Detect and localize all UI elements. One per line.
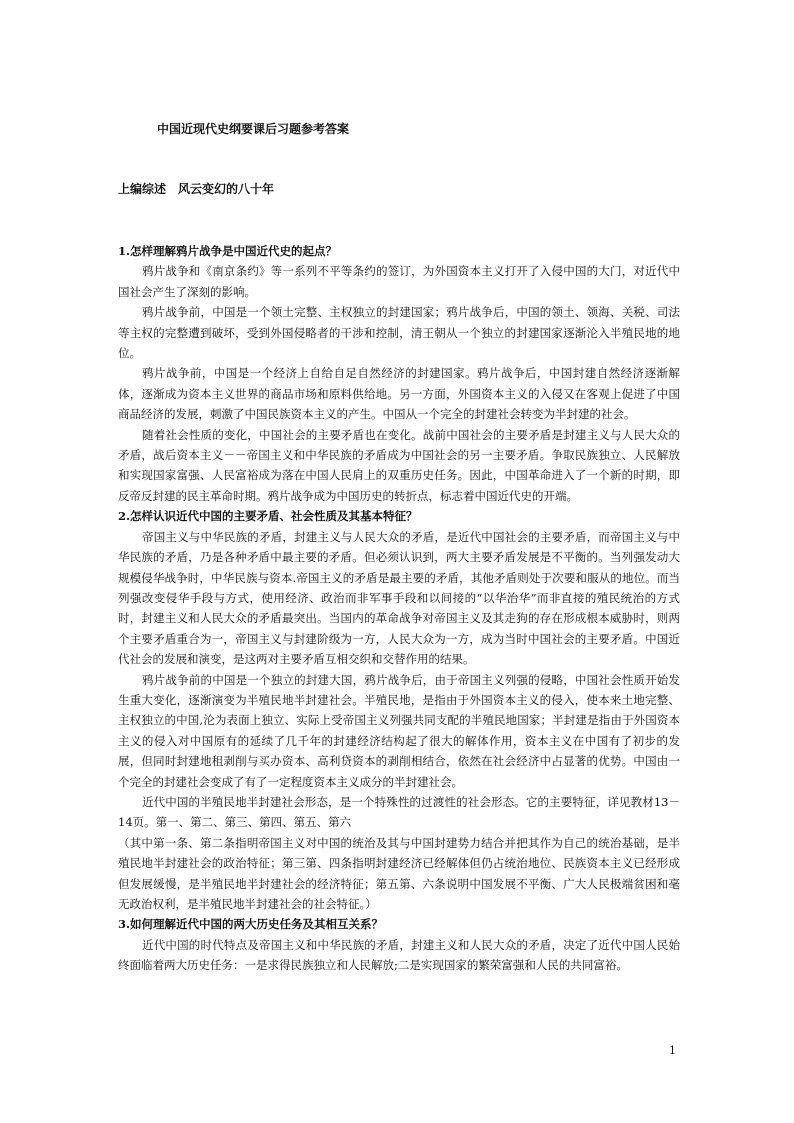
paragraph: 近代中国的半殖民地半封建社会形态，是一个特殊性的过渡性的社会形态。它的主要特征，详见教材13－14页。第一、第二、第三、第四、第五、第六 — [118, 794, 680, 830]
paragraph: 鸦片战争和《南京条约》等一系列不平等条约的签订，为外国资本主义打开了入侵中国的大门，对近代中国社会产生了深刻的影响。 — [118, 264, 680, 299]
paragraph: 帝国主义与中华民族的矛盾，封建主义与人民大众的矛盾，是近代中国社会的主要矛盾，而帝国主义与中华民族的矛盾，乃是各种矛盾中最主要的矛盾。但必须认识到，两大主要矛盾发展是不平衡的。当列强发动大规模侵华战争时，中华民族与资本.帝国主义的矛盾是最主要的矛盾，其他矛盾则处于次要和服从的地位。而当列强改变侵华手段与方式，使用经济、政治而非军事手段和以间接的“以华治华”而非直接的殖民统治的方式时，封建主义和人民大众的矛盾最突出。当国内的革命战争对帝国主义及其走狗的存在形成根本威胁时，则两个主要矛盾重合为一，帝国主义与封建阶级为一方，人民大众为一方，成为当时中国社会的主要矛盾。中国近代社会的发展和演变，是这两对主要矛盾互相交织和交替作用的结果。 — [118, 529, 680, 667]
paragraph: 近代中国的时代特点及帝国主义和中华民族的矛盾，封建主义和人民大众的矛盾，决定了近代中国人民始终面临着两大历史任务：一是求得民族独立和人民解放;二是实现国家的繁荣富强和人民的共同富裕。 — [118, 937, 680, 973]
question-section — [118, 241, 680, 506]
question-section — [118, 506, 680, 914]
question-section — [118, 914, 680, 975]
paragraph: 鸦片战争前，中国是一个领土完整、主权独立的封建国家；鸦片战争后，中国的领土、领海、关税、司法等主权的完整遭到破坏，受到外国侵略者的干涉和控制，清王朝从一个独立的封建国家逐渐沦入半殖民地的地位。 — [118, 305, 680, 361]
part-heading: 上编综述 风云变幻的八十年 — [118, 182, 275, 196]
page-number: 1 — [669, 1044, 676, 1057]
question-heading: 1.怎样理解鸦片战争是中国近代史的起点？ — [118, 244, 338, 258]
paragraph-note: （其中第一条、第二条指明帝国主义对中国的统治及其与中国封建势力结合并把其作为自己的统治基础，是半殖民地半封建社会的政治特征；第三第、四条指明封建经济已经解体但仍占统治地位、民族资本主义已经形成但发展缓慢，是半殖民地半封建社会的经济特征；第五第、六条说明中国发展不平衡、广大人民极端贫困和毫无政治权利，是半殖民地半封建社会的社会特征。） — [118, 835, 680, 911]
document-title: 中国近现代史纲要课后习题参考答案 — [157, 122, 350, 136]
question-heading: 3.如何理解近代中国的两大历史任务及其相互关系？ — [118, 917, 384, 932]
question-heading: 2.怎样认识近代中国的主要矛盾、社会性质及其基本特征？ — [118, 509, 418, 524]
paragraph: 鸦片战争前的中国是一个独立的封建大国，鸦片战争后，由于帝国主义列强的侵略，中国社会性质开始发生重大变化，逐渐演变为半殖民地半封建社会。半殖民地，是指由于外国资本主义的侵入，使本来土地完整、主权独立的中国,沦为表面上独立、实际上受帝国主义列强共同支配的半殖民地国家；半封建是指由于外国资本主义的侵入对中国原有的延续了几千年的封建经济结构起了很大的解体作用，资本主义在中国有了初步的发展，但同时封建地租剥削与买办资本、高利贷资本的剥削相结合，依然在社会经济中占显著的优势。中国由一个完全的封建社会变成了有了一定程度资本主义成分的半封建社会。 — [118, 672, 680, 789]
paragraph: 随着社会性质的变化，中国社会的主要矛盾也在变化。战前中国社会的主要矛盾是封建主义与人民大众的矛盾，战后资本主义－－帝国主义和中华民族的矛盾成为中国社会的另一主要矛盾。争取民族独立、人民解放和实现国家富强、人民富裕成为落在中国人民肩上的双重历史任务。因此，中国革命进入了一个新的时期，即反帝反封建的民主革命时期。鸦片战争成为中国历史的转折点，标志着中国近代史的开端。 — [118, 427, 680, 503]
document-body — [118, 241, 680, 976]
paragraph: 鸦片战争前，中国是一个经济上自给自足自然经济的封建国家。鸦片战争后，中国封建自然经济逐渐解体，逐渐成为资本主义世界的商品市场和原料供给地。另一方面，外国资本主义的入侵又在客观上促进了中国商品经济的发展，刺激了中国民族资本主义的产生。中国从一个完全的封建社会转变为半封建的社会。 — [118, 366, 680, 422]
